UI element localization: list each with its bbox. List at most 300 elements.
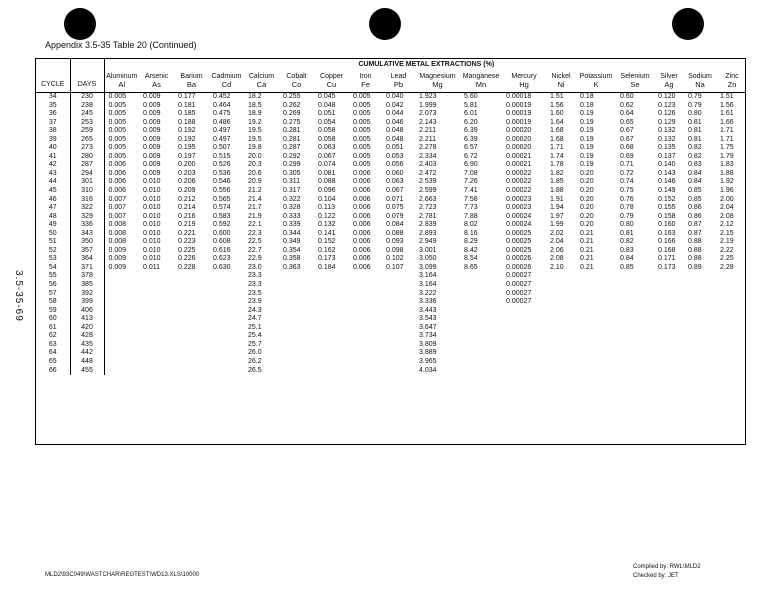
- value-cell: 0.219: [178, 221, 196, 229]
- value-cell: 2.22: [720, 246, 734, 254]
- cycle-cell: 40: [36, 144, 70, 153]
- days-cell: 350: [70, 238, 104, 247]
- value-cell: 1.82: [550, 169, 564, 177]
- metal-symbol-header: As: [139, 81, 174, 93]
- value-cell: 7.58: [464, 195, 478, 203]
- value-cell: 0.269: [283, 110, 301, 118]
- cycle-cell: 49: [36, 221, 70, 230]
- value-cell: 0.129: [658, 118, 676, 126]
- value-cell: 0.19: [580, 127, 594, 135]
- value-cell: [546, 349, 576, 358]
- table-row: [36, 102, 746, 111]
- metal-name-header: Cadmium: [211, 73, 242, 80]
- value-cell: [382, 332, 415, 341]
- value-cell: 0.042: [386, 101, 404, 109]
- value-cell: 0.19: [580, 144, 594, 152]
- days-cell: 322: [70, 204, 104, 213]
- value-cell: [174, 324, 209, 333]
- value-cell: 0.010: [143, 195, 161, 203]
- value-cell: 0.311: [283, 178, 300, 186]
- value-cell: [576, 349, 616, 358]
- value-cell: [174, 358, 209, 367]
- days-cell: 343: [70, 230, 104, 239]
- value-cell: [546, 307, 576, 316]
- metal-name-header: Zinc: [725, 73, 739, 80]
- value-cell: 23.0: [248, 263, 262, 271]
- value-cell: [716, 307, 746, 316]
- value-cell: 2.04: [720, 204, 734, 212]
- value-cell: 8.29: [464, 238, 478, 246]
- value-cell: 0.163: [658, 229, 676, 237]
- metal-name-header: Iron: [359, 73, 372, 80]
- value-cell: 0.228: [178, 263, 196, 271]
- value-cell: 0.19: [580, 161, 594, 169]
- value-cell: 0.20: [580, 169, 594, 177]
- value-cell: 2.19: [720, 238, 734, 246]
- value-cell: 0.006: [353, 246, 371, 254]
- value-cell: 26.0: [248, 349, 262, 357]
- value-cell: [314, 315, 349, 324]
- value-cell: 0.009: [143, 127, 161, 135]
- checked-by: Checked by: JET: [633, 573, 679, 579]
- value-cell: [576, 324, 616, 333]
- value-cell: [314, 358, 349, 367]
- cycle-cell: 43: [36, 170, 70, 179]
- value-cell: 1.79: [720, 152, 734, 160]
- metal-name-header: Selenium: [620, 73, 650, 80]
- value-cell: 0.075: [386, 204, 404, 212]
- value-cell: 0.010: [143, 246, 161, 254]
- value-cell: 3.164: [419, 281, 437, 289]
- value-cell: [716, 367, 746, 376]
- value-cell: 0.007: [108, 212, 127, 220]
- value-cell: 18.9: [248, 110, 262, 118]
- value-cell: [616, 307, 654, 316]
- value-cell: 25.1: [248, 323, 262, 331]
- value-cell: 0.60: [620, 93, 634, 100]
- value-cell: 0.354: [283, 246, 301, 254]
- table-row: [36, 247, 746, 256]
- value-cell: 0.067: [318, 152, 336, 160]
- value-cell: 0.006: [108, 187, 127, 195]
- value-cell: 0.009: [108, 246, 127, 254]
- value-cell: 0.132: [658, 135, 676, 143]
- value-cell: 2.08: [720, 212, 734, 220]
- value-cell: 0.093: [386, 238, 404, 246]
- value-cell: 0.141: [318, 229, 336, 237]
- value-cell: [654, 324, 684, 333]
- value-cell: 0.226: [178, 255, 196, 263]
- value-cell: 0.583: [213, 212, 231, 220]
- days-cell: 316: [70, 196, 104, 205]
- value-cell: 8.02: [464, 221, 478, 229]
- value-cell: 0.132: [658, 127, 676, 135]
- value-cell: 1.66: [720, 118, 734, 126]
- cycle-cell: 52: [36, 247, 70, 256]
- value-cell: 1.83: [720, 161, 734, 169]
- value-cell: 0.82: [620, 238, 634, 246]
- value-cell: 0.00019: [506, 118, 532, 126]
- value-cell: 0.007: [108, 204, 127, 212]
- value-cell: 0.20: [580, 195, 594, 203]
- value-cell: 1.68: [550, 135, 564, 143]
- value-cell: 0.262: [283, 101, 301, 109]
- value-cell: 2.839: [419, 221, 437, 229]
- value-cell: 1.97: [550, 212, 564, 220]
- value-cell: [104, 349, 139, 358]
- value-cell: 0.19: [580, 110, 594, 118]
- value-cell: [139, 307, 174, 316]
- metal-name-header: Copper: [320, 73, 343, 80]
- value-cell: [546, 281, 576, 290]
- value-cell: 0.044: [386, 110, 404, 118]
- value-cell: 1.94: [550, 204, 564, 212]
- table-row: [36, 264, 746, 273]
- value-cell: [546, 341, 576, 350]
- value-cell: 7.88: [464, 212, 478, 220]
- value-cell: 0.00024: [506, 221, 532, 229]
- value-cell: [616, 349, 654, 358]
- value-cell: 0.006: [353, 187, 371, 195]
- value-cell: 0.00026: [506, 263, 532, 271]
- value-cell: [104, 332, 139, 341]
- value-cell: 0.005: [353, 135, 371, 143]
- days-cell: 406: [70, 307, 104, 316]
- value-cell: 0.051: [386, 144, 404, 152]
- value-cell: 7.73: [464, 204, 478, 212]
- value-cell: [684, 367, 716, 376]
- value-cell: [209, 324, 244, 333]
- value-cell: [104, 341, 139, 350]
- value-cell: 0.84: [688, 178, 702, 186]
- value-cell: 0.006: [108, 169, 127, 177]
- value-cell: [502, 358, 546, 367]
- days-cell: 301: [70, 178, 104, 187]
- value-cell: [174, 307, 209, 316]
- value-cell: 0.363: [283, 263, 301, 271]
- value-cell: 1.96: [720, 187, 734, 195]
- value-cell: 0.00025: [506, 246, 532, 254]
- binder-hole-left: [64, 8, 96, 40]
- value-cell: 0.053: [386, 152, 404, 160]
- value-cell: [104, 307, 139, 316]
- value-cell: 0.184: [318, 263, 336, 271]
- value-cell: [460, 315, 502, 324]
- value-cell: 4.034: [419, 366, 437, 374]
- extraction-table-frame: [35, 58, 746, 445]
- days-cell: 245: [70, 110, 104, 119]
- value-cell: [104, 281, 139, 290]
- value-cell: [616, 341, 654, 350]
- value-cell: 0.62: [620, 101, 634, 109]
- value-cell: 0.063: [386, 178, 404, 186]
- value-cell: 0.126: [658, 110, 676, 118]
- value-cell: 0.107: [386, 263, 404, 271]
- value-cell: 0.132: [318, 221, 336, 229]
- value-cell: 0.071: [386, 195, 404, 203]
- value-cell: 21.4: [248, 195, 262, 203]
- value-cell: [502, 307, 546, 316]
- value-cell: [684, 358, 716, 367]
- value-cell: [616, 298, 654, 307]
- value-cell: 3.443: [419, 306, 437, 314]
- metal-symbol-header: Fe: [349, 81, 382, 93]
- value-cell: 0.040: [386, 93, 404, 100]
- value-cell: [546, 298, 576, 307]
- value-cell: 1.60: [550, 110, 564, 118]
- table-row: [36, 178, 746, 187]
- value-cell: 0.00018: [506, 93, 532, 100]
- value-cell: [209, 349, 244, 358]
- value-cell: 0.152: [318, 238, 336, 246]
- value-cell: 2.781: [419, 212, 437, 220]
- value-cell: 0.067: [386, 187, 404, 195]
- value-cell: 0.00024: [506, 212, 532, 220]
- value-cell: 0.82: [688, 152, 702, 160]
- value-cell: 0.158: [658, 212, 676, 220]
- value-cell: 0.358: [283, 255, 301, 263]
- value-cell: [314, 298, 349, 307]
- value-cell: 1.74: [550, 152, 564, 160]
- value-cell: [716, 349, 746, 358]
- value-cell: 20.3: [248, 161, 262, 169]
- value-cell: 2.211: [419, 135, 436, 143]
- value-cell: 0.00022: [506, 178, 532, 186]
- value-cell: [654, 272, 684, 281]
- value-cell: 6.57: [464, 144, 478, 152]
- value-cell: 3.050: [419, 255, 437, 263]
- value-cell: 1.91: [550, 195, 564, 203]
- metal-symbol-header: Cu: [314, 81, 349, 93]
- value-cell: 0.88: [688, 255, 702, 263]
- value-cell: 0.344: [283, 229, 301, 237]
- value-cell: 0.009: [108, 263, 127, 271]
- value-cell: 0.80: [620, 221, 634, 229]
- days-cell: 413: [70, 315, 104, 324]
- days-cell: 253: [70, 119, 104, 128]
- value-cell: 2.12: [720, 221, 734, 229]
- value-cell: 7.08: [464, 169, 478, 177]
- value-cell: 0.349: [283, 238, 301, 246]
- table-row: [36, 170, 746, 179]
- value-cell: 0.005: [353, 101, 371, 109]
- value-cell: [349, 272, 382, 281]
- value-cell: 0.009: [143, 135, 161, 143]
- value-cell: [382, 324, 415, 333]
- value-cell: [546, 315, 576, 324]
- value-cell: 0.76: [620, 195, 634, 203]
- value-cell: 0.623: [213, 255, 231, 263]
- value-cell: 0.206: [178, 178, 196, 186]
- value-cell: 0.168: [658, 246, 676, 254]
- cycle-header: CYCLE: [36, 81, 70, 93]
- value-cell: [502, 315, 546, 324]
- value-cell: [716, 298, 746, 307]
- value-cell: 0.063: [318, 144, 336, 152]
- value-cell: [460, 324, 502, 333]
- value-cell: 0.005: [353, 93, 371, 100]
- value-cell: 2.143: [419, 118, 437, 126]
- value-cell: 0.497: [213, 135, 231, 143]
- value-cell: [279, 307, 314, 316]
- table-row: [36, 272, 746, 281]
- value-cell: [576, 367, 616, 376]
- value-cell: 0.20: [580, 178, 594, 186]
- value-cell: 0.058: [318, 127, 336, 135]
- value-cell: 0.005: [108, 135, 127, 143]
- value-cell: 3.965: [419, 357, 437, 365]
- days-header: DAYS: [70, 81, 104, 93]
- extraction-table: [36, 59, 746, 375]
- value-cell: [716, 358, 746, 367]
- value-cell: 0.515: [213, 152, 231, 160]
- value-cell: 1.85: [550, 178, 564, 186]
- value-cell: 21.7: [248, 204, 262, 212]
- value-cell: [349, 358, 382, 367]
- value-cell: 0.214: [178, 204, 196, 212]
- value-cell: [502, 341, 546, 350]
- value-cell: 0.292: [283, 152, 301, 160]
- value-cell: [654, 315, 684, 324]
- cycle-cell: 64: [36, 349, 70, 358]
- value-cell: 0.00019: [506, 110, 532, 118]
- value-cell: 0.048: [386, 135, 404, 143]
- value-cell: 0.006: [353, 229, 371, 237]
- value-cell: 8.54: [464, 255, 478, 263]
- value-cell: 0.80: [688, 110, 702, 118]
- metal-symbol-header: Hg: [502, 81, 546, 93]
- value-cell: 0.006: [353, 204, 371, 212]
- value-cell: [139, 315, 174, 324]
- value-cell: 8.16: [464, 229, 478, 237]
- value-cell: 8.65: [464, 263, 478, 271]
- value-cell: 0.088: [318, 178, 336, 186]
- value-cell: 0.005: [108, 152, 127, 160]
- value-cell: 0.79: [688, 101, 702, 109]
- value-cell: 0.005: [353, 152, 371, 160]
- value-cell: 1.78: [550, 161, 564, 169]
- value-cell: 0.195: [178, 144, 196, 152]
- value-cell: [279, 315, 314, 324]
- value-cell: 19.8: [248, 144, 262, 152]
- value-cell: [104, 272, 139, 281]
- value-cell: [104, 315, 139, 324]
- value-cell: [279, 332, 314, 341]
- value-cell: [654, 298, 684, 307]
- cycle-cell: 38: [36, 127, 70, 136]
- value-cell: 0.006: [353, 238, 371, 246]
- table-row: [36, 161, 746, 170]
- binder-hole-right: [672, 8, 704, 40]
- value-cell: 1.923: [419, 93, 437, 100]
- value-cell: [314, 324, 349, 333]
- value-cell: 0.010: [143, 255, 161, 263]
- value-cell: [616, 315, 654, 324]
- value-cell: 2.472: [419, 169, 437, 177]
- value-cell: [279, 324, 314, 333]
- table-row: [36, 110, 746, 119]
- value-cell: [716, 281, 746, 290]
- value-cell: 2.599: [419, 187, 437, 195]
- metal-name-header: Mercury: [511, 73, 537, 80]
- value-cell: 0.18: [580, 101, 594, 109]
- value-cell: 3.734: [419, 332, 437, 340]
- value-cell: [616, 367, 654, 376]
- value-cell: [654, 290, 684, 299]
- cycle-cell: 45: [36, 187, 70, 196]
- value-cell: 2.334: [419, 152, 437, 160]
- file-path: MLD2\93C049\WASTCHAR\REGTEST\WD13.XLS\10000: [45, 572, 200, 578]
- value-cell: 5.81: [464, 101, 478, 109]
- cycle-cell: 60: [36, 315, 70, 324]
- cycle-cell: 47: [36, 204, 70, 213]
- value-cell: 0.00021: [506, 161, 532, 169]
- value-cell: 0.079: [386, 212, 404, 220]
- value-cell: [349, 281, 382, 290]
- value-cell: 0.630: [213, 263, 231, 271]
- value-cell: 0.281: [283, 135, 301, 143]
- value-cell: [209, 272, 244, 281]
- value-cell: 0.152: [658, 195, 676, 203]
- value-cell: [209, 341, 244, 350]
- value-cell: 0.005: [353, 110, 371, 118]
- value-cell: 0.00021: [506, 152, 532, 160]
- table-row: [36, 281, 746, 290]
- value-cell: 0.006: [353, 212, 371, 220]
- value-cell: [209, 281, 244, 290]
- days-cell: 448: [70, 358, 104, 367]
- value-cell: 0.054: [318, 118, 336, 126]
- value-cell: [460, 367, 502, 376]
- value-cell: 20.6: [248, 169, 262, 177]
- metal-name-header: Barium: [180, 73, 203, 80]
- value-cell: 3.647: [419, 323, 437, 331]
- value-cell: 0.185: [178, 110, 196, 118]
- table-row: [36, 332, 746, 341]
- value-cell: 0.87: [688, 229, 702, 237]
- value-cell: 2.02: [550, 229, 564, 237]
- value-cell: 0.007: [108, 195, 127, 203]
- metal-symbol-header: Cd: [209, 81, 244, 93]
- value-cell: 23.9: [248, 298, 262, 306]
- value-cell: 0.275: [283, 118, 301, 126]
- value-cell: [684, 349, 716, 358]
- value-cell: 1.71: [550, 144, 564, 152]
- value-cell: 0.006: [353, 178, 371, 186]
- value-cell: 0.192: [178, 135, 196, 143]
- value-cell: 0.088: [386, 229, 404, 237]
- table-row: [36, 238, 746, 247]
- value-cell: [654, 341, 684, 350]
- value-cell: [616, 290, 654, 299]
- cycle-cell: 54: [36, 264, 70, 273]
- value-cell: 0.010: [143, 229, 161, 237]
- days-cell: 385: [70, 281, 104, 290]
- value-cell: 0.006: [108, 161, 127, 169]
- table-row: [36, 213, 746, 222]
- value-cell: 0.21: [580, 229, 594, 237]
- value-cell: [460, 341, 502, 350]
- value-cell: 0.00019: [506, 101, 532, 109]
- compiler-info: [633, 563, 701, 581]
- value-cell: 0.008: [108, 221, 127, 229]
- value-cell: [716, 290, 746, 299]
- value-cell: 0.192: [178, 127, 196, 135]
- value-cell: [382, 358, 415, 367]
- value-cell: [460, 281, 502, 290]
- cycle-cell: 46: [36, 196, 70, 205]
- cycle-cell: 44: [36, 178, 70, 187]
